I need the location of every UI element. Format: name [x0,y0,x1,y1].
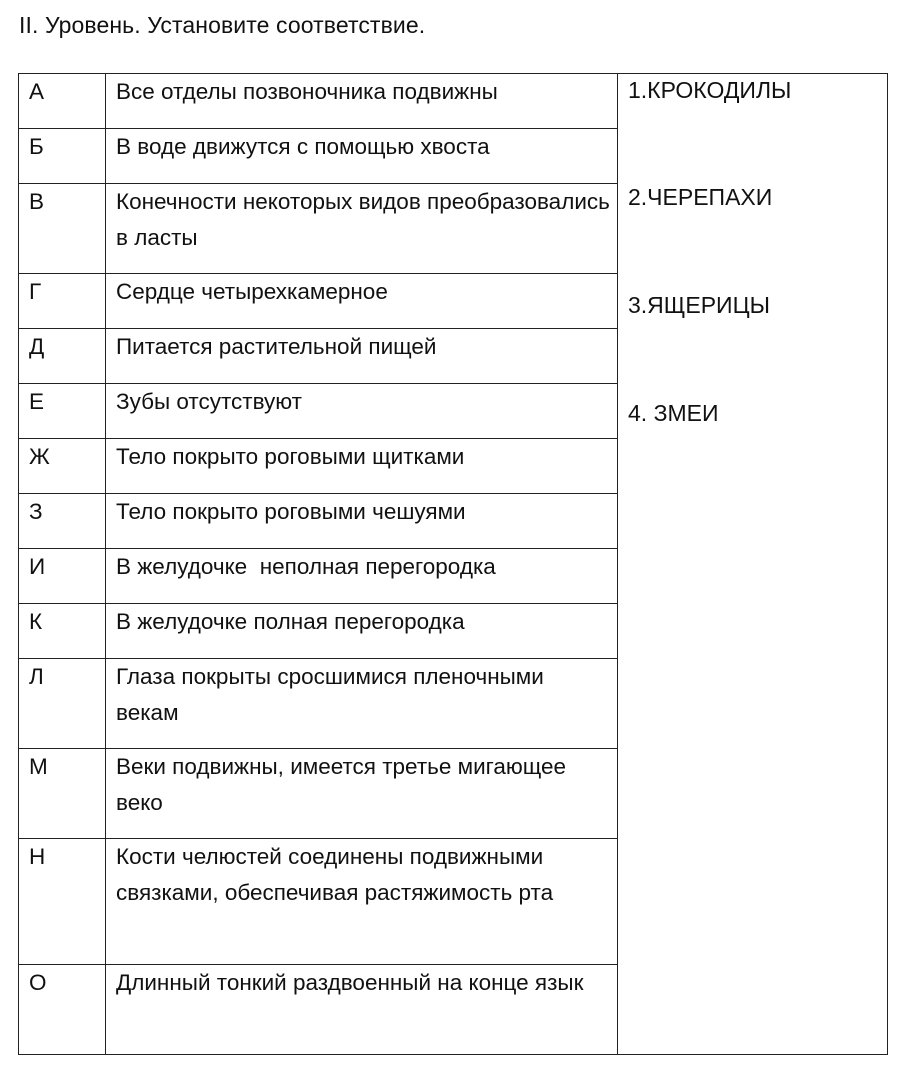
row-description: Конечности некоторых видов преобразовались в ласты [106,184,618,274]
row-letter: Д [19,329,106,384]
matching-table [18,73,888,1055]
row-description: Сердце четырехкамерное [106,274,618,329]
row-description: В воде движутся с помощью хвоста [106,129,618,184]
row-letter: В [19,184,106,274]
row-description: В желудочке неполная перегородка [106,549,618,604]
row-description: Зубы отсутствуют [106,384,618,439]
row-letter: И [19,549,106,604]
row-letter: К [19,604,106,659]
row-description: Кости челюстей соединены подвижными связками, обеспечивая растяжимость рта [106,839,618,965]
answer-item: 2.ЧЕРЕПАХИ [628,184,773,210]
row-letter: З [19,494,106,549]
row-letter: Н [19,839,106,965]
table-row [19,74,888,129]
row-description: Тело покрыто роговыми чешуями [106,494,618,549]
row-letter: Г [19,274,106,329]
answer-item: 4. ЗМЕИ [628,400,719,426]
row-letter: А [19,74,106,129]
row-letter: Б [19,129,106,184]
answer-item: 1.КРОКОДИЛЫ [628,77,792,103]
page-title: II. Уровень. Установите соответствие. [19,12,426,38]
row-letter: О [19,965,106,1055]
row-description: Длинный тонкий раздвоенный на конце язык [106,965,618,1055]
row-description: Глаза покрыты сросшимися пленочными векам [106,659,618,749]
row-description: В желудочке полная перегородка [106,604,618,659]
row-letter: Ж [19,439,106,494]
answer-item: 3.ЯЩЕРИЦЫ [628,292,770,318]
row-letter: М [19,749,106,839]
row-description: Все отделы позвоночника подвижны [106,74,618,129]
row-letter: Е [19,384,106,439]
row-description: Питается растительной пищей [106,329,618,384]
row-description: Веки подвижны, имеется третье мигающее веко [106,749,618,839]
row-letter: Л [19,659,106,749]
row-description: Тело покрыто роговыми щитками [106,439,618,494]
answer-column [618,74,888,1055]
